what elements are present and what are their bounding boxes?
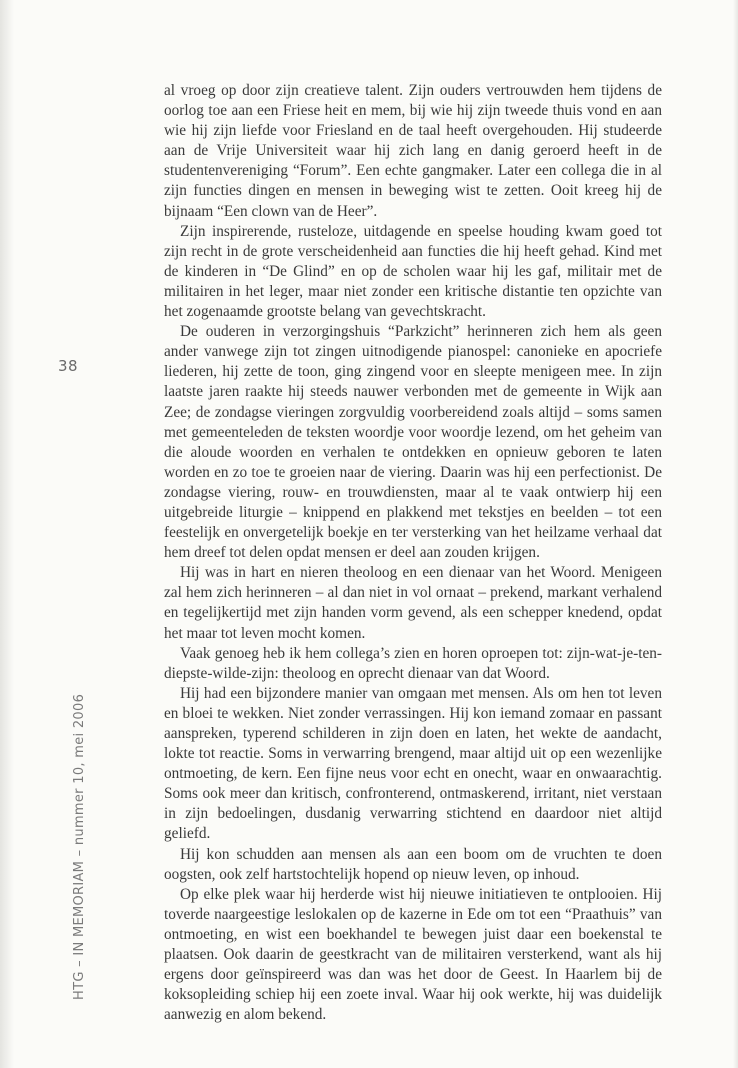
- paragraph: Hij had een bijzondere manier van omgaan met mensen. Als om hen tot leven en bloei te wekken. Niet zonder verrassingen. Hij kon iemand zomaar en passant aanspreken, typerend schilderen in zijn doen en laten, het wekte de aandacht, lokte tot reactie. Soms in verwarring brengend, maar altijd uit op een wezenlijke ontmoeting, de kern. Een fijne neus voor echt en onecht, waar en onwaarachtig. Soms ook meer dan kritisch, confronterend, ontmaskerend, irritant, niet verstaan in zijn bedoelingen, dusdanig verwarring stichtend en daardoor niet altijd geliefd.: [164, 684, 662, 843]
- paragraph: Zijn inspirerende, rusteloze, uitdagende en speelse houding kwam goed tot zijn recht in de grote verscheidenheid aan functies die hij heeft gehad. Kind met de kinderen in “De Glind” en op de scholen waar hij les gaf, militair met de militairen in het leger, maar niet zonder een kritische distantie ten opzichte van het zogenaamde grootste belang van gevechtskracht.: [164, 222, 662, 321]
- paragraph: al vroeg op door zijn creatieve talent. Zijn ouders vertrouwden hem tijdens de oorlog toe aan een Friese heit en mem, bij wie hij zijn tweede thuis vond en aan wie hij zijn liefde voor Friesland en de taal heeft overgehouden. Hij studeerde aan de Vrije Universiteit waar hij zich lang en danig geroerd heeft in de studentenvereniging “Forum”. Een echte gangmaker. Later een collega die in al zijn functies dingen en mensen in beweging wist te zetten. Ooit kreeg hij de bijnaam “Een clown van de Heer”.: [164, 82, 662, 220]
- body-text: [164, 81, 662, 1025]
- page-number: 38: [58, 357, 79, 375]
- paragraph: Op elke plek waar hij herderde wist hij nieuwe initiatieven te ontplooien. Hij toverde naargeestige leslokalen op de kazerne in Ede om tot een “Praathuis” van ontmoeting, en wist een boekhandel te bewegen juist daar een boekenstal te plaatsen. Ook daarin de geestkracht van de militairen versterkend, want als hij ergens door geïnspireerd was dan was het door de Geest. In Haarlem bij de koksopleiding schiep hij een zoete inval. Waar hij ook werkte, hij was duidelijk aanwezig en alom bekend.: [164, 885, 662, 1024]
- paragraph: Vaak genoeg heb ik hem collega’s zien en horen oproepen tot: zijn-wat-je-ten-diepste-wilde-zijn: theoloog en oprecht dienaar van dat Woord.: [164, 644, 662, 682]
- paragraph: Hij kon schudden aan mensen als aan een boom om de vruchten te doen oogsten, ook zelf hartstochtelijk hopend op nieuw leven, op inhoud.: [164, 845, 662, 883]
- running-footer: HTG – IN MEMORIAM – nummer 10, mei 2006: [72, 693, 87, 1000]
- page-edge: [733, 0, 738, 1068]
- paragraph: De ouderen in verzorgingshuis “Parkzicht” herinneren zich hem als geen ander vanwege zijn tot zingen uitnodigende pianospel: canonieke en apocriefe liederen, hij zette de toon, ging zingend voor en sleepte menigeen mee. In zijn laatste jaren raakte hij steeds nauwer verbonden met de gemeente in Wijk aan Zee; de zondagse vieringen zorgvuldig voorbereidend zoals altijd – soms samen met gemeenteleden de teksten woordje voor woordje lezend, om het geheim van die aloude woorden en verhalen te ontdekken en opnieuw geboren te laten worden en zo toe te groeien naar de viering. Daarin was hij een perfectionist. De zondagse viering, rouw- en trouwdiensten, maar al te vaak ontwierp hij een uitgebreide liturgie – knippend en plakkend met tekstjes en beelden – tot een feestelijk en onvergetelijk boekje en ter versterking van het heilzame verhaal dat hem dreef tot delen opdat mensen er deel aan zouden krijgen.: [164, 323, 662, 562]
- binding-edge: [0, 0, 14, 1068]
- paragraph: Hij was in hart en nieren theoloog en een dienaar van het Woord. Menigeen zal hem zich herinneren – al dan niet in vol ornaat – prekend, markant verhalend en tegelijkertijd met zijn handen vorm gevend, als een schepper knedend, opdat het maar tot leven mocht komen.: [164, 564, 662, 642]
